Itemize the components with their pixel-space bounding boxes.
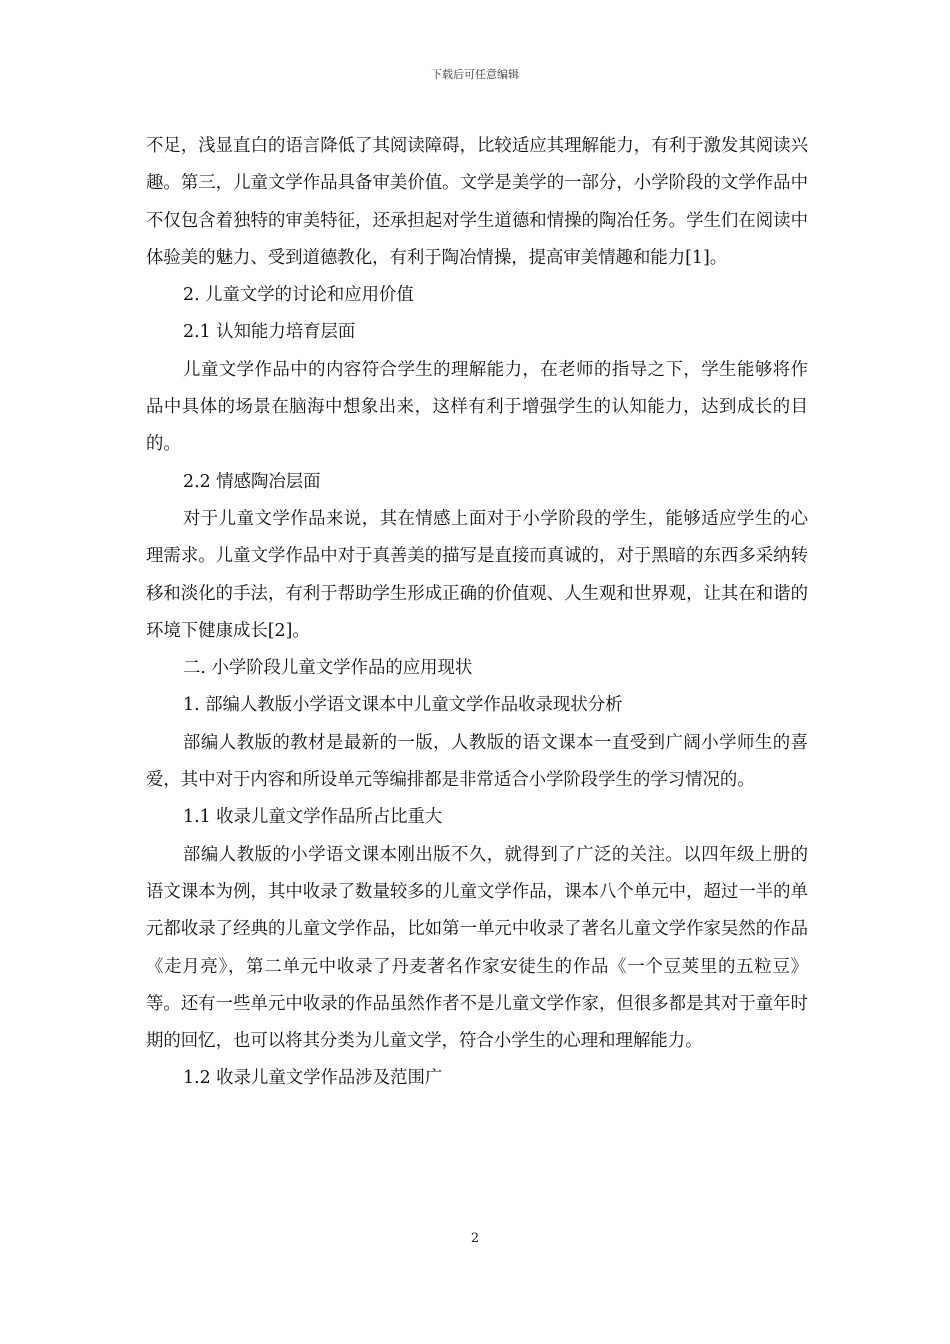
section-heading: 1. 部编人教版小学语文课本中儿童文学作品收录现状分析 [183, 695, 623, 716]
paragraph: 儿童文学作品中的内容符合学生的理解能力，在老师的指导之下，学生能够将作品中具体的场景在脑海中想象出来，这样有利于增强学生的认知能力，达到成长的目的。 [146, 359, 808, 455]
header-note: 下载后可任意编辑 [431, 68, 519, 81]
subsection-heading: 2.2 情感陶冶层面 [183, 471, 321, 492]
paragraph: 部编人教版的小学语文课本刚出版不久，就得到了广泛的关注。以四年级上册的语文课本为例，其中收录了数量较多的儿童文学作品，课本八个单元中，超过一半的单元都收录了经典的儿童文学作品，比如第一单元中收录了著名儿童文学作家吴然的作品《走月亮》，第二单元中收录了丹麦著名作家安徒生的作品《一个豆荚里的五粒豆》等。还有一些单元中收录的作品虽然作者不是儿童文学作家，但很多都是其对于童年时期的回忆，也可以将其分类为儿童文学，符合小学生的心理和理解能力。 [146, 844, 808, 1052]
subsection-heading: 1.1 收录儿童文学作品所占比重大 [183, 807, 443, 828]
paragraph: 对于儿童文学作品来说，其在情感上面对于小学阶段的学生，能够适应学生的心理需求。儿童文学作品中对于真善美的描写是直接而真诚的，对于黑暗的东西多采纳转移和淡化的手法，有利于帮助学生形成正确的价值观、人生观和世界观，让其在和谐的环境下健康成长[2]。 [146, 508, 808, 641]
section-heading: 2. 儿童文学的讨论和应用价值 [183, 285, 414, 306]
document-body [146, 128, 808, 1098]
paragraph: 部编人教版的教材是最新的一版，人教版的语文课本一直受到广阔小学师生的喜爱，其中对于内容和所设单元等编排都是非常适合小学阶段学生的学习情况的。 [146, 732, 808, 791]
page-number: 2 [470, 1231, 480, 1246]
chapter-heading: 二. 小学阶段儿童文学作品的应用现状 [183, 658, 473, 679]
subsection-heading: 1.2 收录儿童文学作品涉及范围广 [183, 1068, 443, 1089]
subsection-heading: 2.1 认知能力培育层面 [183, 322, 356, 343]
paragraph-continuation: 不足，浅显直白的语言降低了其阅读障碍，比较适应其理解能力，有利于激发其阅读兴趣。第三，儿童文学作品具备审美价值。文学是美学的一部分，小学阶段的文学作品中不仅包含着独特的审美特征，还承担起对学生道德和情操的陶冶任务。学生们在阅读中体验美的魅力、受到道德教化，有利于陶冶情操，提高审美情趣和能力[1]。 [146, 136, 808, 268]
